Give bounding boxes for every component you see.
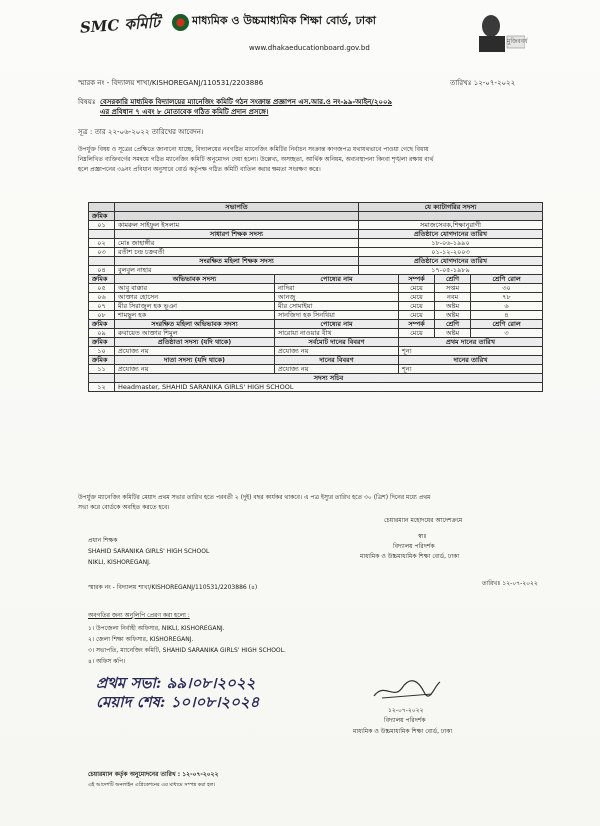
mujib-borsho-text: মুজিববর্ষ xyxy=(507,38,528,45)
student-name: মীর সোমাইয়া xyxy=(275,302,399,311)
body-line-1: উপর্যুক্ত বিষয় ও সূত্রের প্রেক্ষিতে জানানো যাচ্ছে, বিদ্যালয়ের নবগঠিত ম্যানেজিং কমিটির নির্বাচন সংক্রান্ত কাগজপত্র যথাযথভাবে পাওয়া গেছে বিধায় xyxy=(78,146,429,153)
secretary-section-header: সদস্য সচিব xyxy=(115,374,543,383)
founder-name: প্রযোজ্য নয় xyxy=(115,347,275,356)
serial-cell: ০৪ xyxy=(89,266,115,275)
president-category: সমাজসেবক,শিক্ষানুরাগী xyxy=(359,221,543,230)
chairman-order: চেয়ারম্যান মহোদয়ের আদেশক্রমে xyxy=(384,517,463,524)
join-date-header: প্রতিষ্ঠানে যোগদানের তারিখ xyxy=(359,230,543,239)
committee-table xyxy=(88,202,543,392)
reference-line: সূত্র : তার ২২-০৬-২০২২ তারিখের আবেদন। xyxy=(78,128,204,136)
class-header: শ্রেণি xyxy=(435,275,471,284)
class-cell: অষ্টম xyxy=(435,302,471,311)
donor-detail: প্রযোজ্য নয় xyxy=(275,365,399,374)
student-name: আনজু xyxy=(275,293,399,302)
relation-header: সম্পর্ক xyxy=(399,275,435,284)
subject-line-1: বেসরকারি মাধ্যমিক বিদ্যালয়ের ম্যানেজিং কমিটি গঠন সংক্রান্ত প্রজ্ঞাপন এস.আর.ও নং-৯৯-আইন/২০০৯ xyxy=(100,98,393,106)
board-name: মাধ্যমিক ও উচ্চমাধ্যমিক শিক্ষা বোর্ড, ঢাকা xyxy=(192,14,376,27)
relation-cell: মেয়ে xyxy=(399,302,435,311)
table-row xyxy=(89,356,543,365)
table-row xyxy=(89,248,543,257)
donor-name: প্রযোজ্য নয় xyxy=(115,365,275,374)
student-name-header: পোষ্যের নাম xyxy=(275,320,399,329)
table-row xyxy=(89,293,543,302)
president-header: সভাপতি xyxy=(115,203,359,212)
table-row xyxy=(89,230,543,239)
subject-line-2: এর প্রবিধান ৭ এবং ৮ মোতাবেক গঠিত কমিটি প্রদান প্রসঙ্গে। xyxy=(100,108,269,116)
class-cell: সপ্তম xyxy=(435,284,471,293)
relation-cell: মেয়ে xyxy=(399,284,435,293)
table-row xyxy=(89,320,543,329)
female-guardian-section-header: সংরক্ষিত মহিলা অভিভাবক সদস্য xyxy=(115,320,275,329)
serial-cell: ১০ xyxy=(89,347,115,356)
secretary-name: Headmaster, SHAHID SARANIKA GIRLS' HIGH SCHOOL xyxy=(115,383,543,392)
copy-item: ৩। সভাপতি, ম্যানেজিং কমিটি, SHAHID SARANIKA GIRLS' HIGH SCHOOL. xyxy=(88,647,286,654)
signature-date: ১২-০৭-২০২২ xyxy=(388,707,424,714)
guardian-name: আবু বাক্কার xyxy=(115,284,275,293)
table-row xyxy=(89,311,543,320)
class-cell: নবম xyxy=(435,293,471,302)
founder-date: শূন্য xyxy=(399,347,543,356)
roll-cell: ৪ xyxy=(471,311,543,320)
table-row xyxy=(89,338,543,347)
table-row xyxy=(89,275,543,284)
relation-cell: মেয়ে xyxy=(399,293,435,302)
teacher-join-date: ১৮-০৬-১৯৯০ xyxy=(359,239,543,248)
serial-cell: ০৬ xyxy=(89,293,115,302)
table-row xyxy=(89,257,543,266)
donor-date: শূন্য xyxy=(399,365,543,374)
body-line-2: নিম্নলিখিত ব্যক্তিবর্গের সমন্বয়ে গঠিত ম্যানেজিং কমিটি অনুমোদন দেয়া হলো। উল্লেখ্য, অসচ্ছতা, আর্থিক অনিয়ম, অব্যবস্থাপনা কিংবা শৃঙ্খলা রক্ষায় ব্যর্থ xyxy=(78,156,434,163)
serial-cell: ১২ xyxy=(89,383,115,392)
handwritten-first-meeting: প্রথম সভা: ৯৯।০৮।২০২২ xyxy=(96,674,256,692)
teacher-name: রতীশ চন্দ্র চক্রবর্তী xyxy=(115,248,359,257)
roll-cell: ৬ xyxy=(471,302,543,311)
serial-cell: ০৮ xyxy=(89,311,115,320)
inspector-title-2: বিদ্যালয় পরিদর্শক xyxy=(384,717,426,724)
roll-cell: ৩ xyxy=(471,329,543,338)
first-grant-date-header: প্রথম দানের তারিখ xyxy=(399,338,543,347)
founder-detail: প্রযোজ্য নয় xyxy=(275,347,399,356)
student-name: সানজিদা হক সিনথিয়া xyxy=(275,311,399,320)
join-date-header: প্রতিষ্ঠানে যোগদানের তারিখ xyxy=(359,257,543,266)
table-row xyxy=(89,239,543,248)
board-logo xyxy=(172,14,189,31)
inspector-title: বিদ্যালয় পরিদর্শক xyxy=(393,543,435,550)
grant-detail-header: সর্বমোট দানের বিবরণ xyxy=(275,338,399,347)
teacher-name: মোঃ জাহাঙ্গীর xyxy=(115,239,359,248)
footer-note: এই আদেশটি অনলাইন এপ্লিকেশনের এর মাধ্যমে সম্পন্ন করা হল। xyxy=(88,782,216,788)
recipient-address: NIKLI, KISHOREGANJ. xyxy=(88,559,151,566)
copy-item: ১। উপজেলা নির্বাহী অফিসার, NIKLI, KISHOREGANJ. xyxy=(88,625,225,632)
serial-cell: ০৩ xyxy=(89,248,115,257)
serial-header: ক্রমিক xyxy=(89,275,115,284)
recipient-school: SHAHID SARANIKA GIRLS' HIGH SCHOOL xyxy=(88,548,210,555)
copy-item: ৪। অফিস কপি। xyxy=(88,658,126,665)
memo2-number: স্মারক নং - বিদ্যালয় শাখা/KISHOREGANJ/110531/2203886 (৪) xyxy=(88,584,258,591)
term-line-2: সভা করে বোর্ডকে অবহিত করতে হবে। xyxy=(78,504,170,511)
signature-placeholder: স্বাঃ xyxy=(418,533,427,540)
board-website: www.dhakaeducationboard.gov.bd xyxy=(249,44,370,52)
term-line-1: উপর্যুক্ত ম্যানেজিং কমিটির মেয়াদ প্রথম সভার তারিখ হতে পরবর্তী ২ (দুই) বছর কার্যকর থাকবে। এ পত্র ইস্যুর তারিখ হতে ৩০ (ত্রিশ) দিনের মধ্যে প্রথম xyxy=(78,494,431,501)
teacher-join-date: ০১-১২-২০০৩ xyxy=(359,248,543,257)
memo-date: তারিখঃ ১২-০৭-২০২২ xyxy=(450,79,516,87)
table-row xyxy=(89,347,543,356)
table-row xyxy=(89,284,543,293)
relation-header: সম্পর্ক xyxy=(399,320,435,329)
inspector-org-2: মাধ্যমিক ও উচ্চমাধ্যমিক শিক্ষা বোর্ড, ঢাকা xyxy=(353,728,453,735)
roll-cell: ৭৮ xyxy=(471,293,543,302)
memo2-date: তারিখঃ ১২-০৭-২০২২ xyxy=(482,580,538,587)
table-row xyxy=(89,203,543,212)
subject-label: বিষয়ঃ xyxy=(78,98,96,106)
guardian-name: শামছুল হক xyxy=(115,311,275,320)
serial-header: ক্রমিক xyxy=(89,338,115,347)
roll-header: শ্রেণি রোল xyxy=(471,320,543,329)
table-row xyxy=(89,302,543,311)
copy-label: অবগতির জন্য অনুলিপি প্রেরণ করা হলো : xyxy=(88,612,190,619)
donor-section-header: দাতা সদস্য (যদি থাকে) xyxy=(115,356,275,365)
inspector-signature xyxy=(372,676,442,702)
class-cell: অষ্টম xyxy=(435,311,471,320)
female-teacher-section-header: সংরক্ষিত মহিলা শিক্ষক সদস্য xyxy=(115,257,359,266)
roll-cell: ৩০ xyxy=(471,284,543,293)
guardian-name: আক্তার হোসেন xyxy=(115,293,275,302)
roll-header: শ্রেণি রোল xyxy=(471,275,543,284)
table-row xyxy=(89,329,543,338)
student-name-header: পোষ্যের নাম xyxy=(275,275,399,284)
category-header: যে ক্যাটাগরির সদস্য xyxy=(359,203,543,212)
president-name: কামরুল সাইফুল ইসলাম xyxy=(115,221,359,230)
female-teacher-join-date: ১৭-০৫-১৯৮৯ xyxy=(359,266,543,275)
table-row xyxy=(89,221,543,230)
class-header: শ্রেণি xyxy=(435,320,471,329)
class-cell: অষ্টম xyxy=(435,329,471,338)
relation-cell: মেয়ে xyxy=(399,311,435,320)
serial-header: ক্রমিক xyxy=(89,356,115,365)
serial-cell: ০২ xyxy=(89,239,115,248)
table-row xyxy=(89,383,543,392)
guardian-section-header: অভিভাবক সদস্য xyxy=(115,275,275,284)
donation-detail-header: দানের বিবরণ xyxy=(275,356,399,365)
serial-cell: ০১ xyxy=(89,221,115,230)
table-row xyxy=(89,365,543,374)
female-teacher-name: বুলবুল নাহার xyxy=(115,266,359,275)
table-row xyxy=(89,266,543,275)
memo-number: স্মারক নং - বিদ্যালয় শাখা/KISHOREGANJ/110531/2203886 xyxy=(78,79,264,87)
inspector-org: মাধ্যমিক ও উচ্চমাধ্যমিক শিক্ষা বোর্ড, ঢাকা xyxy=(360,553,460,560)
serial-cell: ০৯ xyxy=(89,329,115,338)
serial-cell: ০৭ xyxy=(89,302,115,311)
student-name: সারোয়া নাওয়ার বীথ xyxy=(275,329,399,338)
serial-cell: ০৫ xyxy=(89,284,115,293)
student-name: নাদিরা xyxy=(275,284,399,293)
body-line-3: হলে প্রজ্ঞাপনের ৩৯নং প্রবিধান অনুসারে বোর্ড কর্তৃপক্ষ গঠিত কমিটি বাতিল করার ক্ষমতা সংরক্ষণ করে। xyxy=(78,166,321,173)
handwritten-term-end: মেয়াদ শেষ: ১০।০৮।২০২৪ xyxy=(96,693,260,711)
guardian-name: মীর সিরাজুল হক ভূঞা xyxy=(115,302,275,311)
serial-cell: ১১ xyxy=(89,365,115,374)
founder-section-header: প্রতিষ্ঠাতা সদস্য (যদি থাকে) xyxy=(115,338,275,347)
copy-item: ২। জেলা শিক্ষা অফিসার, KISHOREGANJ. xyxy=(88,636,194,643)
female-guardian-name: রুবায়েত আক্তার শিমুল xyxy=(115,329,275,338)
serial-header: ক্রমিক xyxy=(89,212,115,221)
table-row xyxy=(89,212,543,221)
serial-header: ক্রমিক xyxy=(89,320,115,329)
relation-cell: মেয়ে xyxy=(399,329,435,338)
table-row xyxy=(89,374,543,383)
teacher-section-header: সাধারণ শিক্ষক সদস্য xyxy=(115,230,359,239)
recipient-to: প্রধান শিক্ষক xyxy=(88,537,118,544)
approval-date: চেয়ারম্যান কর্তৃক অনুমোদনের তারিখ : ১২-০৭-২০২২ xyxy=(88,771,219,778)
donation-date-header: দানের তারিখ xyxy=(399,356,543,365)
handwritten-note-top: SMC কমিটি xyxy=(79,13,161,37)
